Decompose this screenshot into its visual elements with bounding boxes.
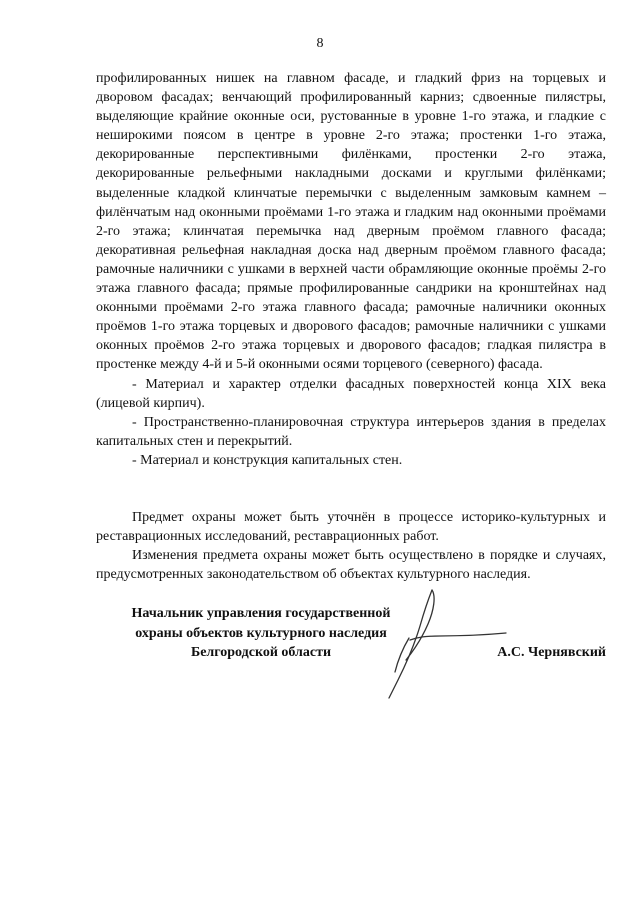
paragraph-facade-details: профилированных нишек на главном фасаде, и гладкий фриз на торцевых и дворовом фасадах; венчающий профилированный карниз; сдвоенные пилястры, выделяющие крайние оконные оси, рустованные в уровне 1-го этажа, и гладкие с неширокими поясом в центре в уровне 2-го этажа; простенки 1-го этажа, декорированные перспективными филёнками, простенки 2-го этажа, декорированные рельефными накладными досками и круглыми филёнками; выделенные кладкой клинчатые перемычки с выделенным замковым камнем – филёнчатым над оконными проёмами 1-го этажа и гладким над оконными проёмами 2-го этажа; клинчатая перемычка над дверным проёмом главного фасада; декоративная рельефная накладная доска над дверным проёмом главного фасада; рамочные наличники с ушками в верхней части обрамляющие оконные проёмы 2-го этажа главного фасада; прямые профилированные сандрики на кронштейнах над оконными проёмами 2-го этажа главного фасада; рамочные наличники оконных проёмов 1-го этажа торцевых и дворового фасадов; рамочные наличники с ушками оконных проёмов 2-го этажа торцевых и дворового фасадов; гладкая пилястра в простенке между 4-й и 5-й оконными осями торцевого (северного) фасада. (96, 71, 606, 373)
document-body (96, 69, 606, 584)
list-item-interior-structure: - Пространственно-планировочная структура интерьеров здания в пределах капитальных стен и перекрытий. (96, 414, 606, 449)
signatory-title-line-1: Начальник управления государственной (131, 606, 391, 621)
page-number: 8 (316, 36, 324, 51)
signatory-title-line-2: охраны объектов культурного наследия (135, 625, 387, 641)
list-item-facade-material: - Материал и характер отделки фасадных поверхностей конца XIX века (лицевой кирпич). (96, 376, 606, 411)
paragraph-protection-changes: Изменения предмета охраны может быть осуществлено в порядке и случаях, предусмотренных законодательством об объектах культурного наследия. (96, 548, 606, 583)
signatory-title (96, 604, 426, 663)
signatory-name: А.С. Чернявский (497, 645, 606, 660)
spacer (96, 470, 606, 508)
signatory-title-line-3: Белгородской области (190, 645, 332, 660)
paragraph-protection-clarification: Предмет охраны может быть уточнён в процессе историко-культурных и реставрационных исследований, реставрационных работ. (96, 509, 606, 545)
list-item-capital-walls: - Материал и конструкция капитальных стен. (132, 452, 403, 468)
signature-block (96, 604, 606, 704)
